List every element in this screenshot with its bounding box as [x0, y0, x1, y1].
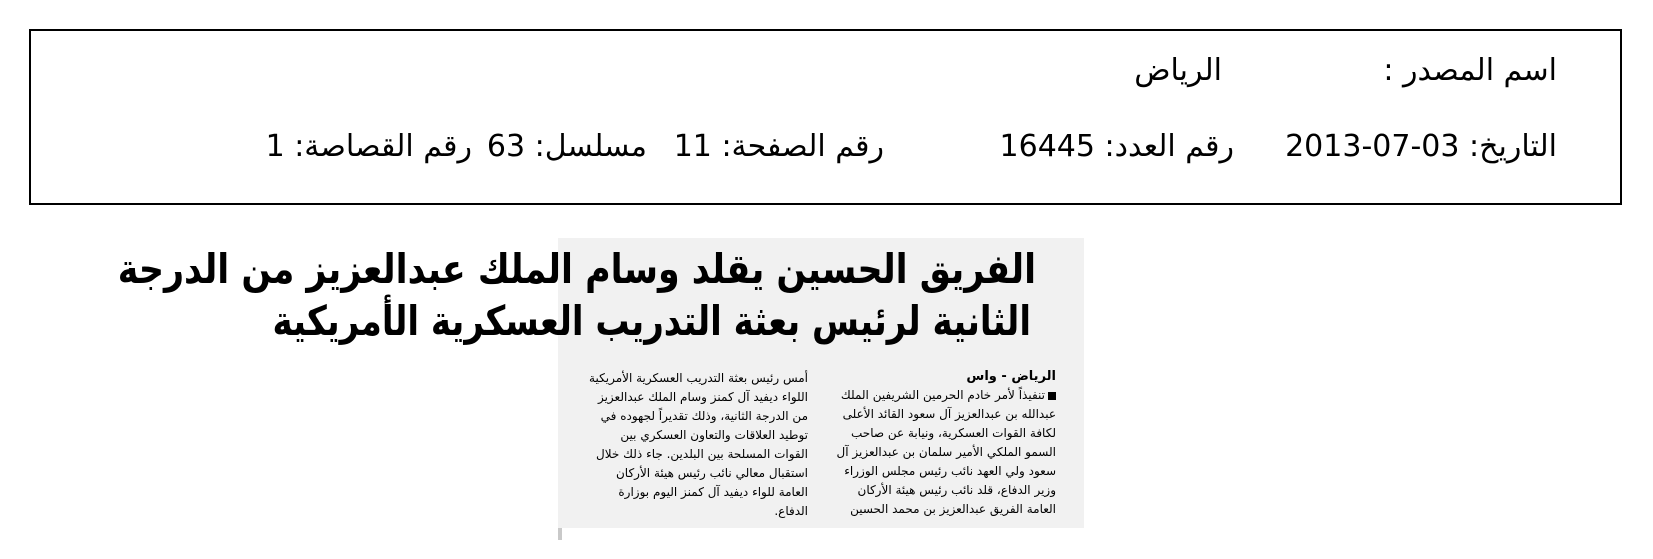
date-field: التاريخ: 03-07-2013: [1285, 129, 1557, 164]
issue-number-field: رقم العدد: 16445: [999, 129, 1234, 164]
article-line: استقبال معالي نائب رئيس هيئة الأركان: [615, 466, 808, 480]
page-number-field: رقم الصفحة: 11: [673, 129, 884, 164]
source-label: اسم المصدر :: [1383, 53, 1557, 88]
serial-field: مسلسل: 63: [486, 129, 647, 164]
headline-line-2: الثانية لرئيس بعثة التدريب العسكرية الأمريكية: [272, 297, 1031, 345]
article-line: تنفيذاً لأمر خادم الحرمين الشريفين الملك: [826, 386, 1056, 405]
article-column-right: [826, 386, 1056, 519]
article-column-left: [578, 369, 808, 521]
headline-line-1: الفريق الحسين يقلد وسام الملك عبدالعزيز من الدرجة: [117, 245, 1037, 293]
article-line: عبدالله بن عبدالعزيز آل سعود القائد الأعلى: [842, 407, 1056, 421]
article-line: من الدرجة الثانية، وذلك تقديراً لجهوده في: [600, 409, 808, 423]
article-line: لكافة القوات العسكرية، ونيابة عن صاحب: [851, 426, 1056, 440]
bullet-icon: [1048, 392, 1056, 400]
article-line: أمس رئيس بعثة التدريب العسكرية الأمريكية: [589, 371, 808, 385]
article-line: سعود ولي العهد نائب رئيس مجلس الوزراء: [844, 464, 1056, 478]
article-line: توطيد العلاقات والتعاون العسكري بين: [620, 428, 808, 442]
newspaper-clipping: [117, 238, 1084, 528]
clip-number-field: رقم القصاصة: 1: [265, 129, 472, 164]
article-line: السمو الملكي الأمير سلمان بن عبدالعزيز آل: [836, 445, 1056, 459]
article-line: العامة الفريق عبدالعزيز بن محمد الحسين: [850, 502, 1056, 516]
article-line: وزير الدفاع، قلد نائب رئيس هيئة الأركان: [857, 483, 1056, 497]
metadata-box: [29, 29, 1622, 205]
article-line: اللواء ديفيد آل كمنز وسام الملك عبدالعزيز: [597, 390, 808, 404]
source-value: الرياض: [1134, 53, 1222, 88]
article-dateline: الرياض - واس: [966, 369, 1056, 384]
article-line: العامة للواء ديفيد آل كمنز اليوم بوزارة: [618, 485, 808, 499]
article-line: الدفاع.: [774, 504, 808, 518]
article-line: القوات المسلحة بين البلدين. جاء ذلك خلال: [596, 447, 808, 461]
